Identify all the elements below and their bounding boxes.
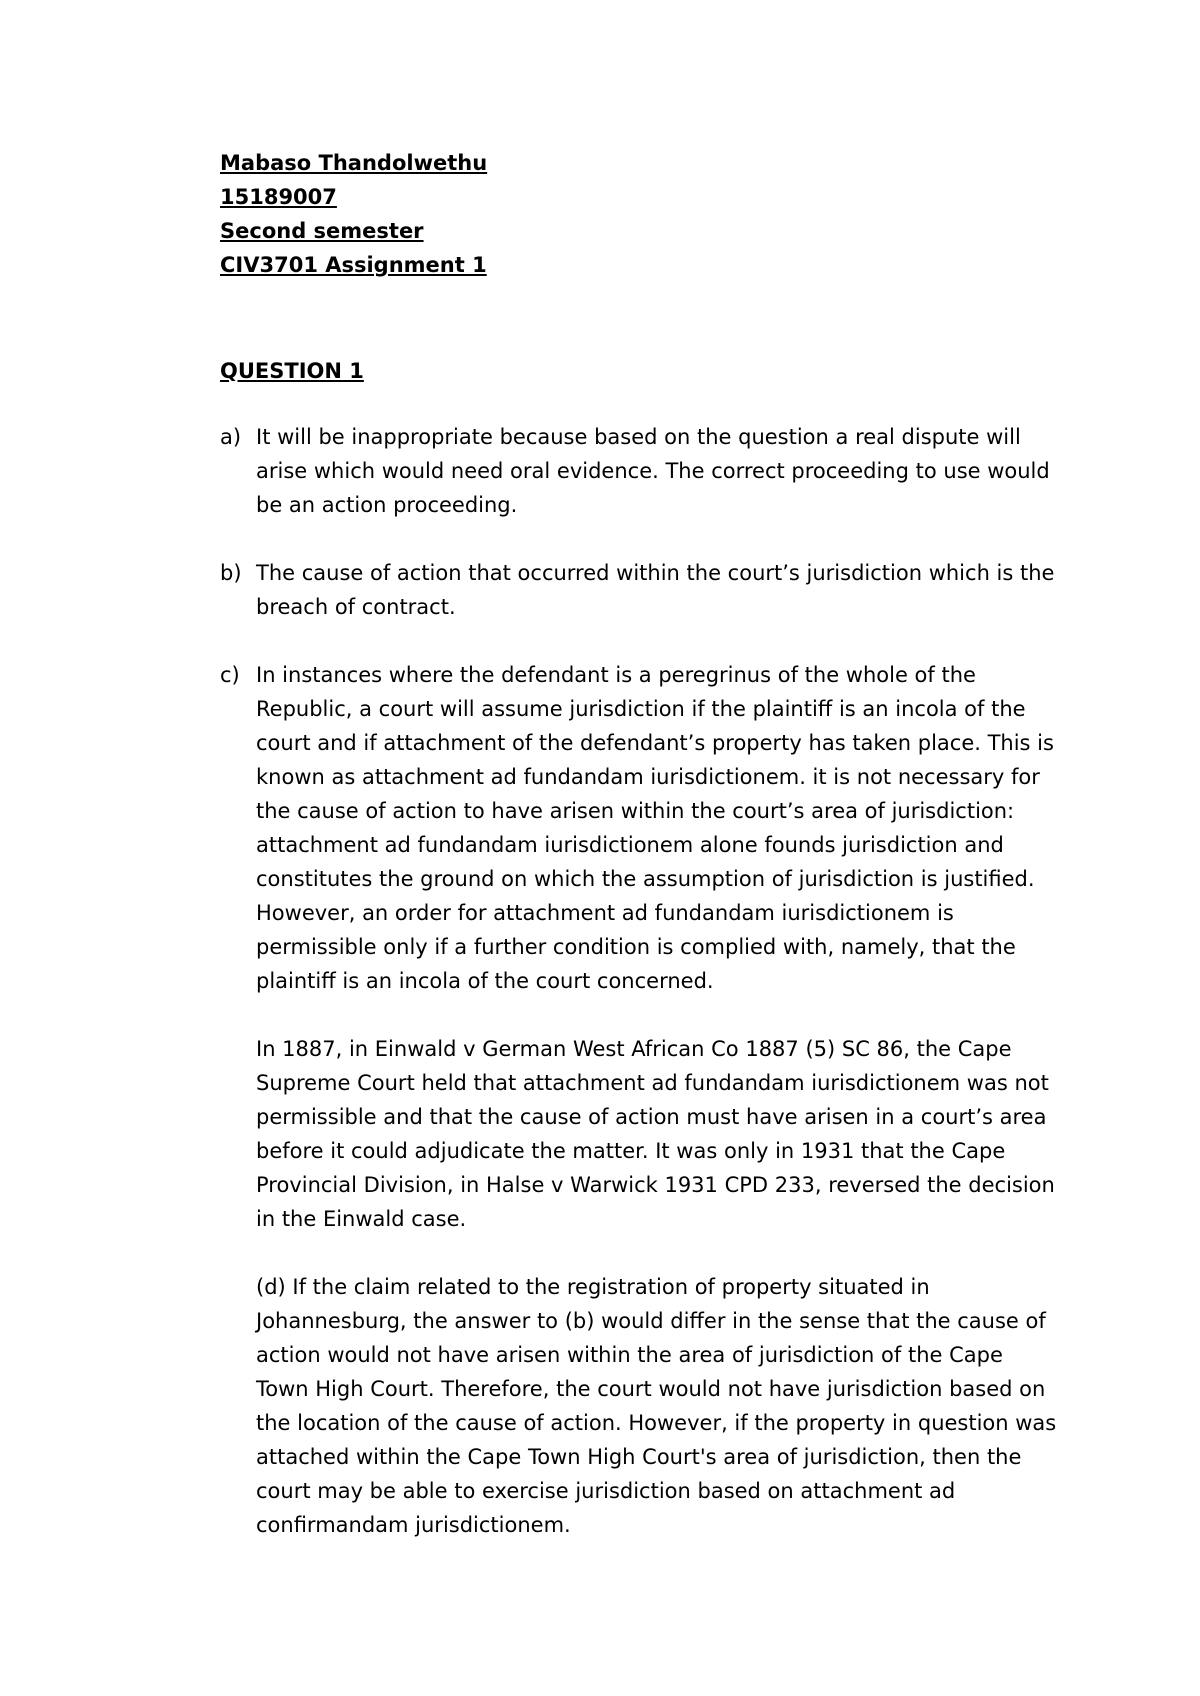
header-block xyxy=(220,146,920,282)
answer-text: It will be inappropriate because based on the question a real dispute will arise which would need oral evidence. The correct proceeding to use would be an action proceeding. xyxy=(256,425,1050,517)
answer-marker: c) xyxy=(220,663,240,687)
student-name: Mabaso Thandolwethu xyxy=(220,151,488,175)
paragraph-d: (d) If the claim related to the registration of property situated in Johannesburg, the answer to (b) would differ in the sense that the cause of action would not have arisen within the area of jurisdiction of the Cape Town High Court. Therefore, the court would not have jurisdiction based on the location of the cause of action. However, if the property in question was attached within the Cape Town High Court's area of jurisdiction, then the court may be able to exercise jurisdiction based on attachment ad confirmandam jurisdictionem. xyxy=(256,1275,1057,1537)
student-number: 15189007 xyxy=(220,185,337,209)
answer-b xyxy=(220,556,1060,624)
answer-text: In instances where the defendant is a peregrinus of the whole of the Republic, a court will assume jurisdiction if the plaintiff is an incola of the court and if attachment of the defendant’s property has taken place. This is known as attachment ad fundandam iurisdictionem. it is not necessary for the cause of action to have arisen within the court’s area of jurisdiction: attachment ad fundandam iurisdictionem alone founds jurisdiction and constitutes the ground on which the assumption of jurisdiction is justified. However, an order for attachment ad fundandam iurisdictionem is permissible only if a further condition is complied with, namely, that the plaintiff is an incola of the court concerned. xyxy=(256,663,1054,993)
answer-marker: b) xyxy=(220,561,242,585)
semester: Second semester xyxy=(220,219,424,243)
answers-list xyxy=(220,420,1060,1576)
assignment-title: CIV3701 Assignment 1 xyxy=(220,253,487,277)
answer-text: The cause of action that occurred within the court’s jurisdiction which is the breach of contract. xyxy=(256,561,1055,619)
answer-a xyxy=(220,420,1060,522)
answer-marker: a) xyxy=(220,425,242,449)
question-title: QUESTION 1 xyxy=(220,359,364,383)
paragraph-einwald: In 1887, in Einwald v German West African Co 1887 (5) SC 86, the Cape Supreme Court held that attachment ad fundandam iurisdictionem was not permissible and that the cause of action must have arisen in a court’s area before it could adjudicate the matter. It was only in 1931 that the Cape Provincial Division, in Halse v Warwick 1931 CPD 233, reversed the decision in the Einwald case. xyxy=(256,1037,1055,1231)
answer-c xyxy=(220,658,1060,998)
